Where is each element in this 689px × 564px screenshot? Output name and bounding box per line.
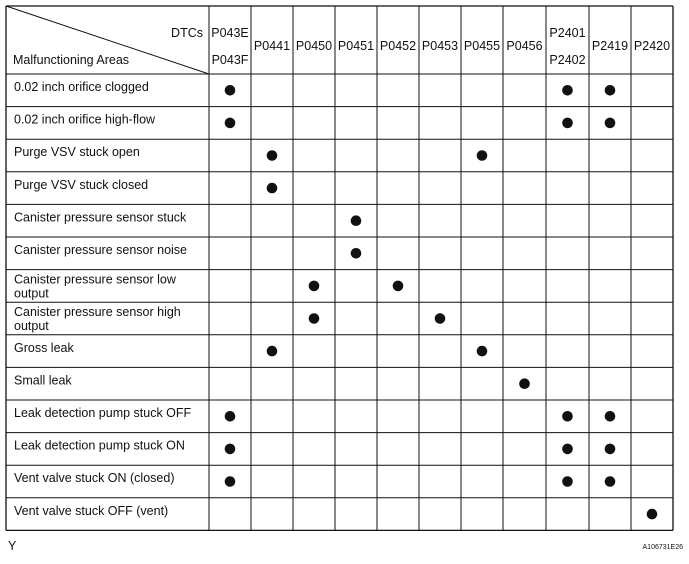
applicability-dot bbox=[267, 346, 278, 357]
dtc-code-label: P0453 bbox=[421, 39, 459, 53]
applicability-dot bbox=[605, 444, 616, 455]
malfunction-area-label: Canister pressure sensor low bbox=[14, 272, 176, 287]
applicability-dot bbox=[393, 281, 404, 292]
applicability-dot bbox=[267, 150, 278, 161]
applicability-dot bbox=[351, 215, 362, 226]
malfunction-area-label: output bbox=[14, 319, 49, 334]
malfunctioning-areas-header-label: Malfunctioning Areas bbox=[13, 53, 130, 67]
applicability-dot bbox=[562, 444, 573, 455]
malfunction-area-label: Gross leak bbox=[14, 340, 74, 355]
malfunction-area-label: Small leak bbox=[14, 373, 72, 388]
malfunction-area-label: Canister pressure sensor stuck bbox=[14, 210, 187, 225]
dtc-code-label: P0456 bbox=[506, 39, 543, 53]
dtc-code-label: P0450 bbox=[295, 39, 333, 53]
applicability-dot bbox=[435, 313, 446, 324]
applicability-dot bbox=[647, 509, 658, 520]
malfunction-area-label: Leak detection pump stuck ON bbox=[14, 438, 185, 453]
applicability-dot bbox=[225, 85, 236, 96]
figure-id: A106731E26 bbox=[642, 544, 683, 551]
malfunction-area-label: 0.02 inch orifice clogged bbox=[14, 80, 149, 94]
applicability-dot bbox=[519, 378, 530, 389]
applicability-dot bbox=[225, 476, 236, 487]
dtc-code-label: P0455 bbox=[463, 39, 501, 53]
malfunction-area-label: Vent valve stuck ON (closed) bbox=[14, 471, 175, 486]
applicability-dot bbox=[605, 476, 616, 487]
applicability-dot bbox=[605, 118, 616, 129]
malfunction-area-label: Purge VSV stuck open bbox=[14, 145, 140, 160]
applicability-dot bbox=[605, 411, 616, 422]
applicability-dot bbox=[562, 411, 573, 422]
applicability-dot bbox=[225, 444, 236, 455]
dtc-code-label: P043F bbox=[211, 53, 249, 67]
malfunction-area-label: 0.02 inch orifice high-flow bbox=[14, 112, 156, 127]
footer-left-mark: Y bbox=[8, 539, 17, 553]
applicability-dot bbox=[562, 476, 573, 487]
applicability-dot bbox=[605, 85, 616, 96]
applicability-dot bbox=[562, 118, 573, 129]
applicability-dot bbox=[225, 411, 236, 422]
applicability-dot bbox=[477, 346, 488, 357]
malfunction-area-label: output bbox=[14, 286, 49, 301]
dtc-code-label: P2402 bbox=[549, 53, 586, 67]
dtc-code-label: P2420 bbox=[633, 39, 671, 53]
malfunction-area-label: Vent valve stuck OFF (vent) bbox=[14, 503, 169, 518]
dtc-code-label: P043E bbox=[211, 26, 249, 40]
dtc-code-label: P2401 bbox=[549, 26, 586, 40]
malfunction-area-label: Canister pressure sensor high bbox=[14, 305, 181, 320]
applicability-dot bbox=[225, 118, 236, 129]
malfunction-row-labels bbox=[14, 80, 192, 518]
applicability-dot bbox=[267, 183, 278, 194]
applicability-dot bbox=[309, 313, 320, 324]
applicability-dot bbox=[351, 248, 362, 259]
malfunction-area-label: Canister pressure sensor noise bbox=[14, 243, 187, 257]
dtc-code-label: P0452 bbox=[379, 39, 417, 53]
malfunction-area-label: Purge VSV stuck closed bbox=[14, 177, 149, 192]
applicability-dot bbox=[309, 281, 320, 292]
applicability-dot bbox=[477, 150, 488, 161]
dtc-code-label: P2419 bbox=[591, 39, 629, 53]
malfunction-area-label: Leak detection pump stuck OFF bbox=[14, 406, 192, 420]
dtc-code-label: P0441 bbox=[253, 39, 291, 53]
dtc-code-label: P0451 bbox=[337, 39, 375, 53]
applicability-dot bbox=[562, 85, 573, 96]
dtcs-header-label: DTCs bbox=[171, 26, 203, 40]
dtc-column-headers bbox=[211, 26, 670, 67]
